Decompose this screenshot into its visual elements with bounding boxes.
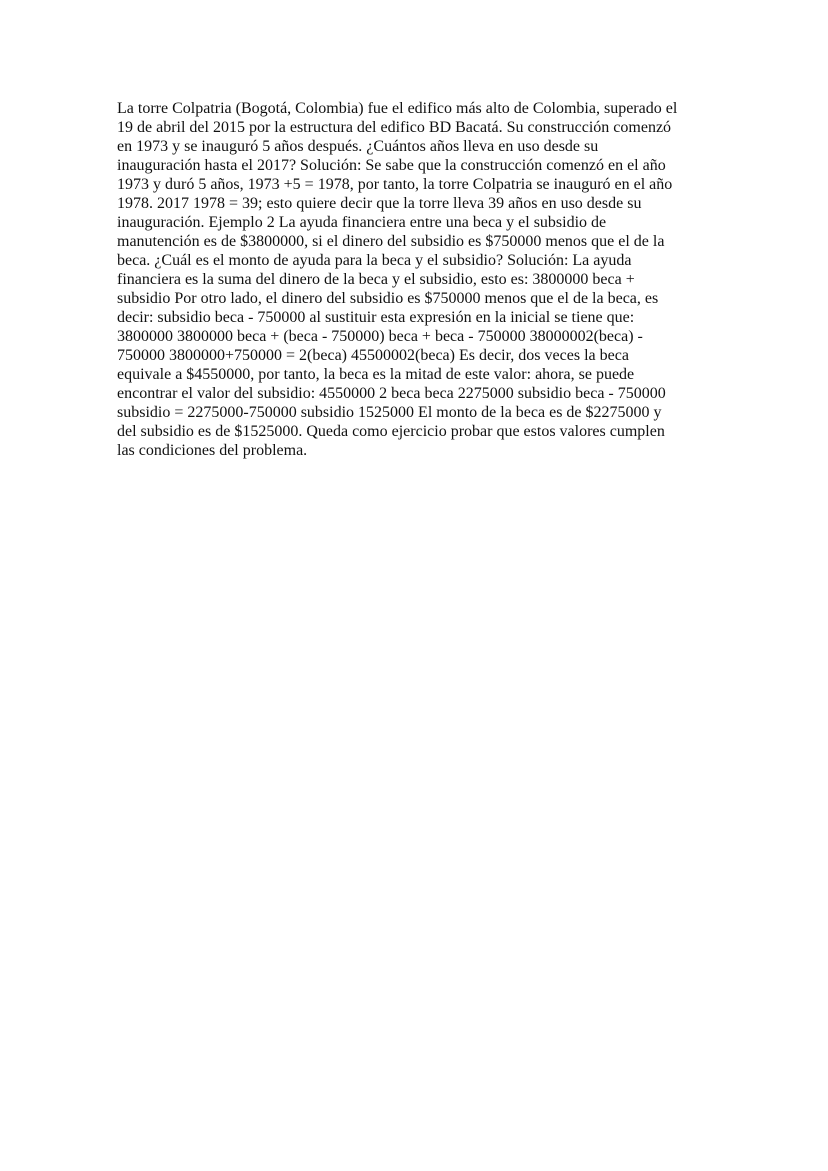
text-line: La torre Colpatria (Bogotá, Colombia) fue el edifico más alto de Colombia, superado el [117, 100, 678, 117]
text-line: 1973 y duró 5 años, 1973 +5 = 1978, por tanto, la torre Colpatria se inauguró en el año [117, 176, 673, 193]
text-line: 750000 3800000+750000 = 2(beca) 45500002(beca) Es decir, dos veces la beca [117, 347, 629, 364]
text-line: manutención es de $3800000, si el dinero del subsidio es $750000 menos que el de la [117, 233, 665, 250]
text-line: 1978. 2017 1978 = 39; esto quiere decir que la torre lleva 39 años en uso desde su [117, 195, 642, 212]
text-line: 19 de abril del 2015 por la estructura del edifico BD Bacatá. Su construcción comenzó [117, 119, 672, 136]
text-line: decir: subsidio beca - 750000 al sustituir esta expresión en la inicial se tiene que: [117, 309, 635, 326]
text-line: encontrar el valor del subsidio: 4550000 2 beca beca 2275000 subsidio beca - 750000 [117, 385, 666, 402]
text-line: subsidio = 2275000-750000 subsidio 1525000 El monto de la beca es de $2275000 y [117, 404, 662, 421]
text-line: inauguración hasta el 2017? Solución: Se sabe que la construcción comenzó en el año [117, 157, 666, 174]
text-line: inauguración. Ejemplo 2 La ayuda financiera entre una beca y el subsidio de [117, 214, 607, 231]
text-line: 3800000 3800000 beca + (beca - 750000) beca + beca - 750000 38000002(beca) - [117, 328, 643, 345]
text-line: equivale a $4550000, por tanto, la beca es la mitad de este valor: ahora, se puede [117, 366, 635, 383]
text-line: las condiciones del problema. [117, 442, 308, 459]
text-line: beca. ¿Cuál es el monto de ayuda para la beca y el subsidio? Solución: La ayuda [117, 252, 632, 269]
text-line: en 1973 y se inauguró 5 años después. ¿Cuántos años lleva en uso desde su [117, 138, 599, 155]
text-line: del subsidio es de $1525000. Queda como ejercicio probar que estos valores cumplen [117, 423, 665, 440]
body-paragraph [117, 99, 757, 460]
text-line: subsidio Por otro lado, el dinero del subsidio es $750000 menos que el de la beca, es [117, 290, 659, 307]
text-line: financiera es la suma del dinero de la beca y el subsidio, esto es: 3800000 beca + [117, 271, 635, 288]
